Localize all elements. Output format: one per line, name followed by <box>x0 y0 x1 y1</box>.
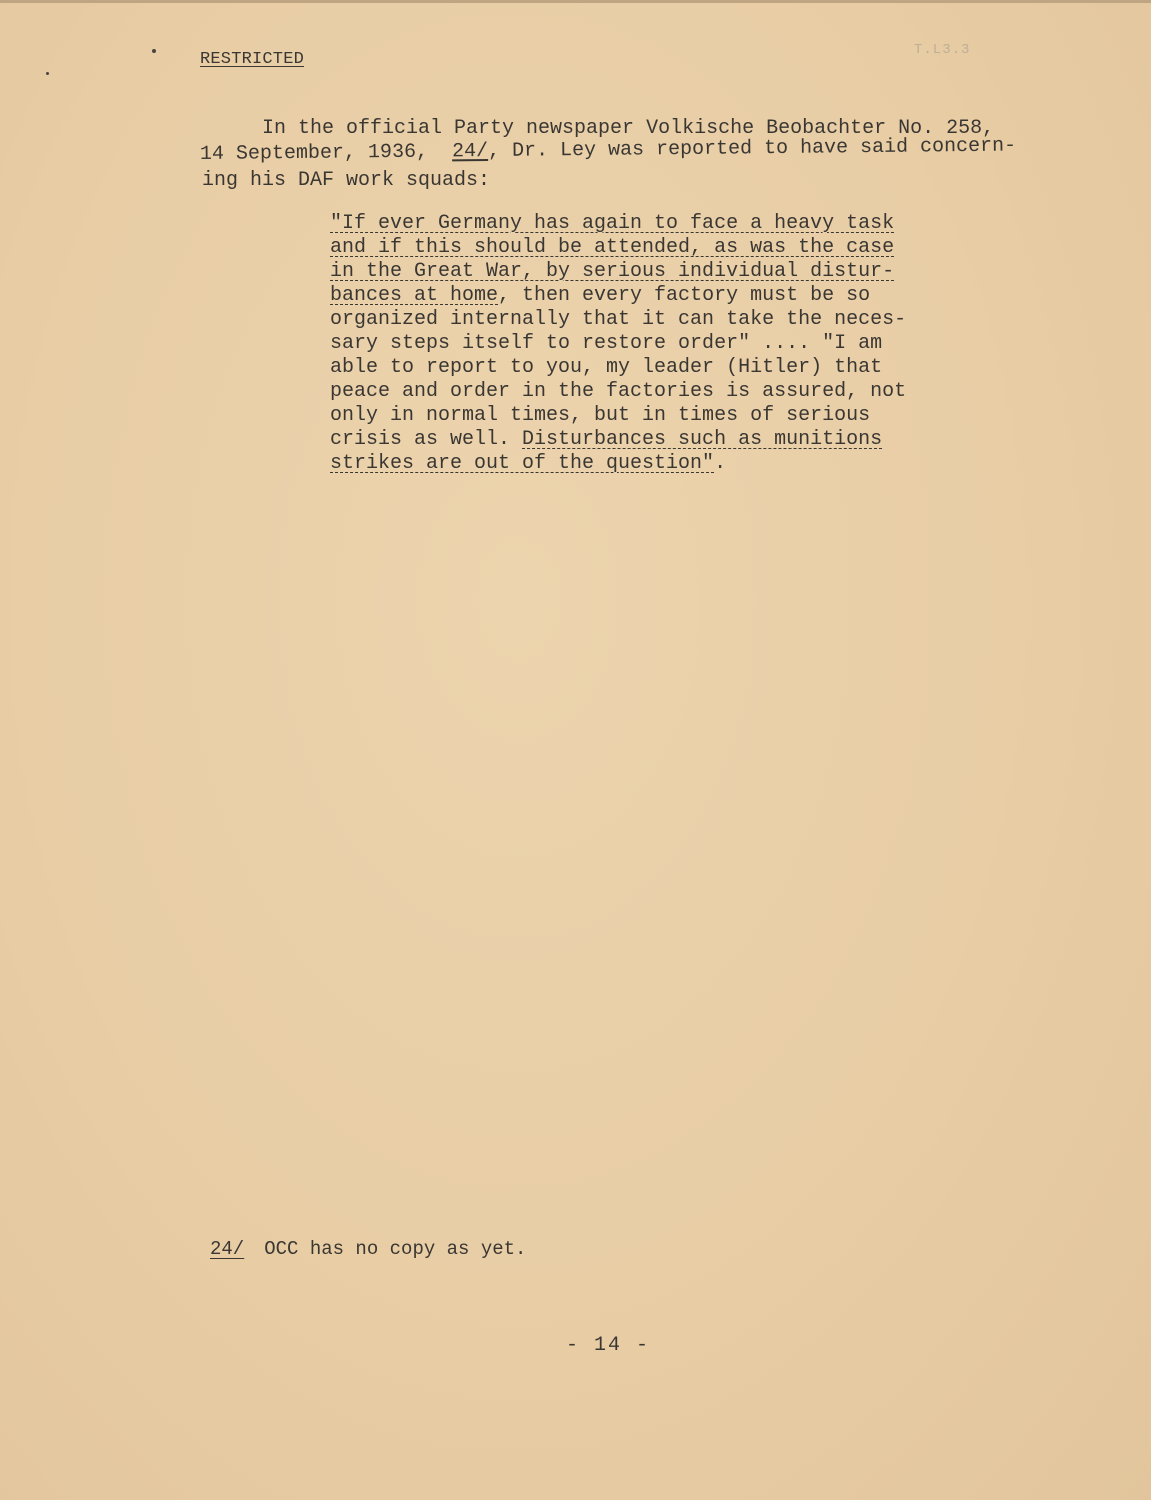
quote-line <box>330 428 930 452</box>
quote-text: crisis as well. <box>330 428 523 451</box>
ink-speck <box>46 72 49 75</box>
intro-line-2-prefix: 14 September, 1936, <box>199 140 453 166</box>
quote-underlined-text: strikes are out of the question" <box>330 452 715 475</box>
page-number: - 14 - <box>566 1334 651 1357</box>
quote-line: and if this should be attended, as was the case <box>330 236 895 259</box>
quote-underlined-text: bances at home <box>330 284 499 307</box>
quote-line: "If ever Germany has again to face a heavy task <box>330 212 895 235</box>
footnote <box>210 1238 526 1260</box>
quote-line: organized internally that it can take the neces- <box>330 308 907 331</box>
classification-label: RESTRICTED <box>200 50 305 69</box>
page-reference: T.L3.3 <box>914 42 971 58</box>
quote-line: able to report to you, my leader (Hitler) that <box>330 356 883 379</box>
quote-text: , then every factory must be so <box>498 284 871 307</box>
footnote-number: 24/ <box>210 1238 245 1260</box>
block-quote <box>330 212 930 476</box>
footnote-text: OCC has no copy as yet. <box>264 1238 527 1260</box>
footnote-reference: 24/ <box>451 139 489 164</box>
page-edge <box>0 0 1151 3</box>
quote-line: only in normal times, but in times of serious <box>330 404 871 427</box>
intro-line-3: ing his DAF work squads: <box>202 169 491 192</box>
quote-underlined-text: Disturbances such as munitions <box>522 428 883 451</box>
intro-line-2-suffix: , Dr. Ley was reported to have said concern- <box>487 134 1017 163</box>
quote-line: sary steps itself to restore order" .... "I am <box>330 332 883 355</box>
quote-line: peace and order in the factories is assured, not <box>330 380 907 403</box>
intro-line-1: In the official Party newspaper Volkische Beobachter No. 258, <box>262 117 995 140</box>
quote-line <box>330 452 930 476</box>
quote-text: . <box>714 452 727 475</box>
quote-line: in the Great War, by serious individual distur- <box>330 260 895 283</box>
ink-speck <box>152 49 156 53</box>
quote-line <box>330 284 930 308</box>
intro-paragraph <box>200 116 1030 194</box>
